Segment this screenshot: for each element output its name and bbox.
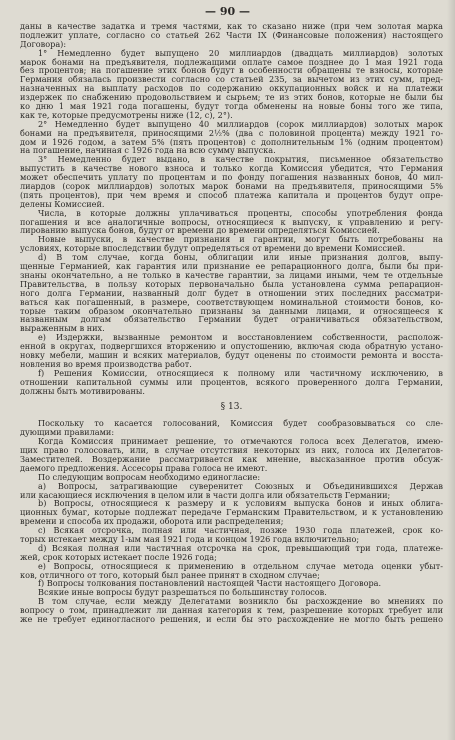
text-line: или касающиеся исключения в целом или в части долга или обязательств Германии; <box>20 490 391 500</box>
page-edge-shadow <box>447 0 455 740</box>
text-line: 2° Немедленно будет выпущено 40 миллиардов (сорок миллиардов) золотых марок <box>38 119 443 129</box>
text-line: f) Решения Комиссии, относящиеся к полному или частичному исключению, в <box>38 368 443 378</box>
text-line: Договора): <box>20 39 67 49</box>
text-line: названным долгам обязательство Германии будет ограничиваться обязательством, <box>20 315 443 325</box>
text-line: отношении капитальной суммы или процентов, всякого проверенного долга Германии, <box>20 377 443 387</box>
text-line: издержек по снабжению продовольствием и сырьем; те из этих бонов, которые не были бы <box>20 93 443 103</box>
text-line: лиардов (сорок миллиардов) золотых марок бонами на предъявителя, приносящими 5% <box>20 182 443 191</box>
section-heading: § 13. <box>220 402 243 413</box>
text-line: Когда Комиссия принимает решение, то отмечаются голоса всех Делегатов, имею- <box>38 437 443 447</box>
text-line: даны в качестве задатка и тремя частями, как то сказано ниже (при чем золотая марка <box>20 22 443 31</box>
text-line: новления во время производства работ. <box>20 359 192 369</box>
text-line: бонами на предъявителя, приносящими 2½% (два с половиной процента) между 1921 го- <box>20 128 443 138</box>
text-line: даемого предложения. Ассесоры права голоса не имеют. <box>20 463 268 473</box>
text-line: ционных бумаг, которые подлежат передаче Германским Правительством, и к установлению <box>20 508 443 518</box>
text-line: (пять процентов), при чем время и способ платежа капитала и процентов будут опре- <box>20 190 443 200</box>
text-line: выпустить в качестве нового взноса и только когда Комиссия убедится, что Германия <box>20 164 443 174</box>
text-line: торых истекает между 1-ым мая 1921 года и концом 1926 года включительно; <box>20 534 360 544</box>
text-line: Германия обязалась произвести согласно со статьей 235, за вычетом из этих сумм, пред- <box>20 75 443 85</box>
text-line: погашения и все аналогичные вопросы, относящиеся к выпуску, к управлению и регу- <box>20 217 443 227</box>
text-line: b) Вопросы, относящиеся к размеру и к условиям выпуска бонов и иных облига- <box>38 499 443 509</box>
text-line: марок бонами на предъявителя, подлежащими оплате самое позднее до 1 мая 1921 года <box>20 57 443 67</box>
text-line: жей, срок которых истекает после 1926 года; <box>20 552 217 562</box>
text-line: должны быть мотивированы. <box>20 386 145 396</box>
text-line: Правительства, в пользу которых первоначально была установлена сумма репарацион- <box>20 279 443 289</box>
text-block-lower <box>20 419 443 623</box>
text-line: a) Вопросы, затрагивающие суверенитет Союзных и Объединившихся Держав <box>38 481 443 491</box>
text-line: дующими правилами: <box>20 428 115 438</box>
text-block-upper <box>20 22 443 395</box>
text-line: лированию выпуска бонов, будут от времени до времени определяться Комиссией. <box>20 226 380 236</box>
text-line: f) Вопросы толкования постановлений настоящей Части настоящего Договора. <box>38 579 382 589</box>
text-line: же не требует единогласного решения, и если бы это расхождение не могло быть решено <box>20 615 443 624</box>
text-line: времени и способа их продажи, оборота или распределения; <box>20 517 284 527</box>
text-line: Числа, в которые должны уплачиваться проценты, способы употребления фонда <box>38 208 443 218</box>
text-line: щих право голосовать, или, в случае отсутствия некоторых из них, голоса их Делегатов- <box>20 446 443 455</box>
text-line: дом и 1926 годом, а затем 5% (пять процентов) с дополнительным 1% (одним процентом) <box>20 137 443 147</box>
text-line: торые таким образом окончательно признаны за данными лицами, и относящееся к <box>20 306 443 316</box>
text-line: ко дню 1 мая 1921 года погашены, будут тогда обменены на новые боны того же типа, <box>20 102 443 111</box>
text-line: 1° Немедленно будет выпущено 20 миллиардов (двадцать миллиардов) золотых <box>38 48 443 58</box>
text-line: e) Вопросы, относящиеся к применению в отдельном случае метода оценки убыт- <box>38 561 443 571</box>
text-line: ков, отличного от того, который был ранее принят в сходном случае; <box>20 570 320 580</box>
text-line: щенные Германией, как гарантия или признание ее репарационного долга, были бы при- <box>20 262 443 271</box>
text-line: d) Всякая полная или частичная отсрочка на срок, превышающий три года, платеже- <box>38 543 443 553</box>
text-line: e) Издержки, вызванные ремонтом и восстановлением собственности, располож- <box>38 333 443 343</box>
text-line: на погашение, начиная с 1926 года на всю сумму выпуска. <box>20 146 276 156</box>
text-line: выраженным в них. <box>20 324 105 334</box>
text-line: может обеспечить уплату по процентам и по фонду погашения названных бонов, 40 мил- <box>20 173 443 183</box>
text-line: ного долга Германии, названный долг будет в отношении этих последних рассматри- <box>20 288 443 298</box>
page-number: — 90 — <box>205 5 250 18</box>
text-line: как те, которые предусмотрены ниже (12, с), 2°). <box>20 110 233 120</box>
text-line: В том случае, если между Делегатами возникло бы расхождение во мнениях по <box>38 597 443 607</box>
text-line: c) Всякая отсрочка, полная или частичная, позже 1930 года платежей, срок ко- <box>38 526 443 535</box>
text-line: По следующим вопросам необходимо единогласие: <box>38 472 261 482</box>
text-line: новку мебели, машин и всяких материалов, будут оценены по стоимости ремонта и восста- <box>20 350 443 360</box>
text-line: 3° Немедленно будет выдано, в качестве покрытия, письменное обязательство <box>38 155 443 165</box>
text-line: подлежит уплате, согласно со статьей 262 Части IX (Финансовые положения) настоящего <box>20 30 443 40</box>
text-line: Всякие иные вопросы будут разрешаться по большинству голосов. <box>38 588 327 598</box>
text-line: Новые выпуски, в качестве признания и гарантии, могут быть потребованы на <box>38 235 443 245</box>
page-body <box>20 22 443 624</box>
text-line: без процентов; на погашение этих бонов будут в особенности обращены те взносы, которые <box>20 66 443 76</box>
text-line: Заместителей. Воздержание рассматривается как мнение, высказанное против обсуж- <box>20 454 443 464</box>
text-line: d) В том случае, когда боны, облигации или иные признания долгов, выпу- <box>38 253 443 263</box>
text-line: знаны окончательно, а не только в качестве гарантии, за лицами иными, чем те отдельные <box>20 270 443 280</box>
text-line: условиях, которые впоследствии будут определяться от времени до времени Комиссией. <box>20 244 406 254</box>
text-line: ваться как погашенный, в размере, соответствующем номинальной стоимости бонов, ко- <box>20 297 443 307</box>
text-line: вопросу о том, принадлежит ли данная категория к тем, разрешение которых требует или <box>20 606 443 615</box>
text-line: назначенных на выплату расходов по содержанию оккупационных войск и на платежи <box>20 84 443 94</box>
text-line: енной в округах, подвергшихся вторжению и опустошению, включая сюда обратную устано- <box>20 342 443 351</box>
text-line: Поскольку то касается голосований, Комиссия будет сообразовываться со сле- <box>38 419 443 429</box>
text-line: делены Комиссией. <box>20 199 105 209</box>
